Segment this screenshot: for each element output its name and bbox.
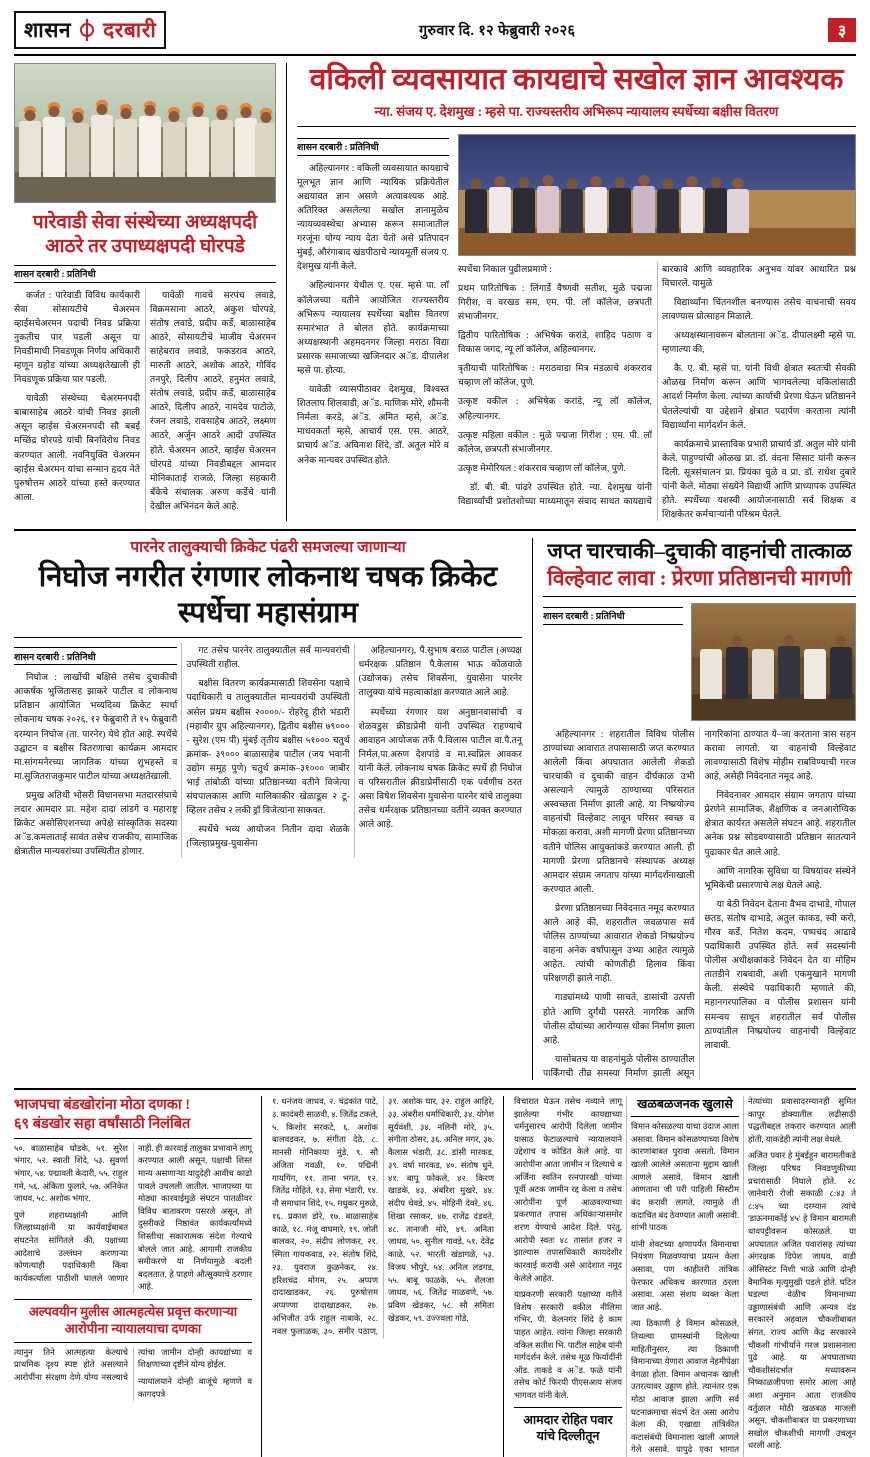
page-number-badge: ३ xyxy=(828,18,856,42)
article-subhead-law: न्या. संजय ए. देशमुख : म्हसे पा. राज्यस्तरीय अभिरूप न्यायालय स्पर्धेच्या बक्षीस वितरण xyxy=(374,103,779,119)
paragraph: अहिल्यानगर : शहरातील विविध पोलीस ठाण्यांच्या आवारात तपासासाठी जप्त करण्यात आलेली किंवा अपघातात आलेली शेकडो चारचाकी व दुचाकी वाहन दीर्घकाळ उभी असल्याने त्यामुळे ठाण्याच्या परिसरात अस्वच्छता निर्माण झाली आहे. या निष्प्रयोज्य वाहनांची विल्हेवाट लावून परिसर स्वच्छ व मोकळा करावा, अशी मागणी प्रेरणा प्रतिष्ठानच्या वतीने पोलिस आयुक्तांकडे करण्यात आली. ही मागणी प्रेरणा प्रतिष्ठानचे संस्थापक अध्यक्ष आमदार संग्राम जगताप यांच्या मार्गदर्शनाखाली करण्यात आली. xyxy=(543,728,695,894)
article-headline-law: वकिली व्यवसायात कायद्याचे सखोल ज्ञान आवश्यक xyxy=(309,63,844,96)
paragraph: या बेठी निवेदन देताना वैभव दाभाडे, गोपाल छतड, संतोष दाभाडे, अतुल काकड, स्वी करो, गौरव कर्डे, नितेश कदम, पष्पचंद आढावे पदाधिकारी उपस्थित होते. सर्व सदस्यांनी पोलीस अधीक्षकांकडे निवेदन देत या मोहिम तातडीने राबवावी, अशी एकमुखाने मागणी केली. संस्थेचे पदाधिकारी म्हणाले की, महानगरपालिका व पोलीस प्रशासन यांनी समन्वय साधून शहरातील सर्व पोलीस ठाण्यांतील निष्प्रयोज्य वाहनांची विल्हेवाट लावावी. xyxy=(704,898,856,1050)
paragraph: निवेदनावर आमदार संग्राम जगताप यांच्या प्रेरणेने सामाजिक, शैक्षणिक व जनआरोग्यिक क्षेत्रात कार्यरत असलेले संघटन आहे. शहरातील अनेक प्रश्न सोडवण्यासाठी प्रतिष्ठान सातत्याने पुढाकार घेत आले आहे. xyxy=(704,790,856,857)
paragraph: प्रमुख अतिथी भोसरी विधानसभा मतदारसंघाचे लदार आमदार प्रा. महेश दादा लांडगे व महाराष्ट्र क्रिकेट असोसिएशनच्या अपेक्षे सांस्कृतिक सदस्या अॅड.कमलाताई सावंत तसेच राजकीय, सामाजिक क्षेत्रातील मान्यवरांच्या उपस्थितीत होणार. xyxy=(14,789,178,857)
article-headline-bjp-2: ६९ बंडखोर सहा वर्षांसाठी निलंबित xyxy=(14,1115,191,1132)
stage-group-photo-court-competition xyxy=(458,134,856,256)
paragraph: त्या ठिकाणी हे विमान कोसळले, तिथल्या ग्रामस्थांनी दिलेल्या माहितीनुसार, त्या ठिकाणी विमानाच्या येणारा आवाज नेहमीपेक्षा वेगळा होता. विमान अचानक खाली उतरत्यावर उड्डाण होते. त्यानंतर एक मोठा आवाज झाला आणि सर्व घटनाक्रमाचा संदर्भ देत असा आरोप केला की, एखाद्या तांत्रिकीत कटासंबंधी विमानाला खाली आणले गेले असावे. यापुढे एका भागात नेत्यांच्या प्रवासादरम्यानही सुमित कापूर डोक्यातील लढीसाठी पद्धतीबद्दल तकरार करण्यात आली होती, याकडेही त्यांनी लक्ष वेधले. xyxy=(631,1097,856,1455)
paragraph: अहिल्यानगर : वकिली व्यवसायात कायद्याचे मूलभूत ज्ञान आणि न्यायिक प्रक्रियेतील अद्ययावत ज्ञान असणे अत्यावश्यक आहे. अतिरिक्त असलेल्या सखोल ज्ञानामुळेच न्यायव्यवस्थेचा अभ्यास करून समाजातील गरजूंना योग्य न्याय देता येतो असे प्रतिपादन मुंबई, औरंगाबाद खंडपीठाचे न्यायमूर्ती संजय ए. देशमुख यांनी केले. xyxy=(297,162,449,272)
paragraph: स्पर्धेच्या रंगणार यश अनुष्ठानवासांची व शेळवडुस क्रीडाप्रेमी यांनी उपस्थित राहण्याचे आवाहन आयोजक तर्फे पै.विलास पाटील वा.पै.तनू निर्मल,पा.अरुण देशपांडे व मा.स्वप्निल आवकर यांनी केले. लोकनाथ चषक क्रिकेट स्पर्धे ही निघोज व परिसरातील क्रीडाप्रेमींसाठी एक पर्वणीच ठरत असा विषेश शिवसेना युवासेना पारनेर यांचे तालुक्या तसेच धर्मरक्षक प्रतिष्ठानच्या वतीने व्यक्त करण्यात आले आहे. xyxy=(358,706,522,830)
newspaper-logo xyxy=(14,11,166,49)
middle-section xyxy=(14,529,856,1080)
article-headline-cricket: निघोज नगरीत रंगणार लोकनाथ चषक क्रिकेट स्पर्धेचा महासंग्राम xyxy=(38,561,498,629)
paragraph: विमान कोसळल्या याचा उंदाज आला असावा. विमान कोसळण्याच्या विशेष कारणांबाबत पुरावा असतो. विमान खाली आलेले असताना मुद्दाम खाली आणले असावे. विमान खाली आणताना जी परी पाहिली सिस्टीम बंद करावी लागते, त्यामुळे ती कदाचित बंद ठेवण्यात आली असावी. शांभी पाठक xyxy=(631,1122,739,1233)
paragraph: उत्कृष्ट वकील : अभिषेक करांडे, न्यू लॉ कॉलेज, अहिल्यानगर. xyxy=(458,396,652,421)
article-headline-bjp-1: भाजपचा बंडखोरांना मोठा दणका ! xyxy=(14,1097,191,1113)
article-law-competition xyxy=(286,63,856,521)
paragraph: स्पर्धेचा निकाल पुढीलप्रमाणे : xyxy=(458,263,552,274)
article-parewadi xyxy=(14,63,276,521)
paragraph: ५०. बाळासाहेब घोडके, ५१. सुरेश भंगार, ५२. स्वाती शिंदे, ५३. सुवर्णा भंगार, ५४. पद्मावती केदारी, ५५. राहुल गमे, ५६. अंकिता फुलारे, ५७. अनिकेत जाधव, ५८. अशोक भंगार. xyxy=(14,1143,128,1204)
masthead xyxy=(14,10,856,56)
paragraph: डॉ. बी. बी. पांढरे उपस्थित होते. न्या. देशमुख यांनी विद्यार्थ्यांची प्रशोतशोच्या माध्यमातून संवाद साधत कायद्याचे बारकावे आणि व्यवहारिक अनुभव यांवर आधारित प्रश्न विचारले. यामुळे xyxy=(458,263,856,506)
paragraph: उत्कृष्ट महिला वकील : मुळे पद्मजा गिरीश : एम. पी. लॉ कॉलेज, छत्रपती संभाजीनगर. xyxy=(458,429,652,454)
paragraph: निघोज : लाखोंची बक्षिसे तसेच दुचाकीची आकर्षक भुजितासह झाकरे पाटील व लोकनाथ प्रतिष्ठान आयोजित भव्यदिव्य क्रिकेट स्पर्धा लोकनाथ चषक २०२६, १२ फेब्रुवारी ते १५ फेब्रुवारी दरम्यान निघोज (ता. पारनेर) येथे होत आहे. स्पर्धेचे उद्घाटन व बक्षीस वितरणाचा कार्यक्रम आमदार मा.सांगमनेरच्या जागतिक यांच्या शुभहस्ते व मा.सुजितराजकुमार पाटील यांच्या अध्यक्षतेखाली. xyxy=(14,672,178,781)
article-vehicles xyxy=(543,538,856,1080)
byline-law: शासन दरबारी : प्रतिनिधी xyxy=(297,138,449,156)
paragraph: पुणे शहराध्यक्षांनी आणि जिल्हाध्यक्षांनी या कार्यवाईबाबत संघटनेत सांगितले की, पक्षाच्या आदेशाचे उल्लंघन करणाऱ्या कोणत्याही पदाधिकारी किंवा कार्यकर्त्याला पाठीशी घालले जाणार नाही. ही कारवाई तालुका प्रभावाने लागू करण्यात आली असून, पक्षाची शिस्त मान्य असणाऱ्या यादुदेही आवीच काढो पावले उचलली जातील. भाजपच्या या मोठ्या कारवाईमुळे संघटन पातळीवर विविध बातावरण पसरले असून, तो दुसरीकडे निष्ठावंत कार्यकर्त्यांमध्ये शिस्तीचा सकारात्मक संदेश गेल्याचे बोलले जात आहे. आगामी राजकीय समीकरणे या निर्णयामुळे बदली बदलतात, हे पाहणे औत्सुक्याचे ठरणार आहे. xyxy=(14,1143,252,1292)
paragraph: अहिल्यानगर), पै.सुभाष बराळ पाटील (अध्यक्ष धर्मरक्षक प्रतिष्ठान पै.केलास भाऊ कोळवाळे (उद्योजक) तसेच शिवसेना, युवासेना पारनेर तालुक्या यांचे महत्वाकांक्षा करण्यात आले आहे. xyxy=(358,645,522,698)
group-photo-parewadi xyxy=(14,63,276,203)
edition-date: गुरुवार दि. १२ फेब्रुवारी २०२६ xyxy=(418,22,576,39)
article-kicker-cricket: पारनेर तालुक्याची क्रिकेट पंढरी समजल्या जाणाऱ्या xyxy=(130,539,406,557)
byline-vehicles: शासन दरबारी : प्रतिनिधी xyxy=(543,607,683,625)
paragraph: त्रृतीयाची पारितोषिक : मराठवाडा मित्र मंडळाचे शंकरराव चव्हाण लॉ कॉलेज, पुणे. xyxy=(458,363,652,388)
paragraph: यावेळी व्यासपीठावर देशमुख, विश्वस्त शितलाप शिलवाडी, अॅड. माणिक मोरे, शौमनी निर्मला करडे, अॅड. अमित म्हसे, अॅड. माधवकर्ता म्हसे, आचार्य एस. एस. आठरे, प्राचार्य अॅड. अविनाश शिंदे, डॉ. अतुल मोरे व अनेक मान्यवर उपस्थित होते. xyxy=(297,384,449,465)
logo-text-left: शासन xyxy=(24,17,72,42)
paragraph: यांनी शेवटच्या क्षणापर्यंत विमानाचा नियंत्रण मिळवण्याचा प्रयत्न केला असावा, पण काहीतरी तांत्रिक फेरफार अधिकच कारणात ठरला असावा. असा संशय व्यक्त केला जात आहे. xyxy=(631,1239,739,1312)
suspended-members-list xyxy=(272,1096,504,1457)
paragraph: गाड्यांमध्ये पाणी साचते, डासांची उत्पत्ती होते आणि दुर्गंधी पसरते. नागरिक आणि पोलीस दोघांच्या आरोग्यास धोका निर्माण झाला आहे. xyxy=(543,992,695,1045)
headline-line-2: विल्हेवाट लावा : प्रेरणा प्रतिष्ठानची मागणी xyxy=(547,565,852,590)
paragraph: अहिल्यानगर येथील ए. एस. म्हसे पा. लॉ कॉलेजच्या वतीने आयोजित राज्यस्तरीय अभिरूप न्यायालय स्पर्धेच्या बक्षीस वितरण समारंभात ते बोलत होते. कार्यक्रमाच्या अध्यक्षस्थानी अहमदनगर जिल्हा मराठा विद्या प्रसारक समाजाच्या खजिनदार अॅड. दीपालेश म्हसे पा. होत्या. xyxy=(297,280,449,375)
paragraph: द्वितीय पारितोषिक : अभिषेक करांडे, शाहिद पठाण व विकास जगद, न्यू लॉ कॉलेज, अहिल्यानगर. xyxy=(458,330,652,355)
paragraph: कार्यक्रमाचे प्रास्ताविक प्रभारी प्राचार्य डॉ. अतुल मोरे यांनी केले. पाहुण्यांची ओळख प्रा. डॉ. वंदना सिसाट यांनी करून दिली. सूत्रसंचालन प्रा. प्रियंका चुळे व प्रा. डॉ. राधेश दुबारे यांनी केले. मोठ्या संख्येने विद्यार्थी आणि प्राध्यापक उपस्थित होते. स्पर्धेच्या यशस्वी आयोजनासाठी सर्व शिक्षक व शिक्षकेतर कर्मचाऱ्यांनी परिश्रम घेतले. xyxy=(662,438,856,520)
paragraph: विद्यार्थ्यांना चिंतनशील बनण्यास तसेच वाचनाची सवय लावण्यास प्रोत्साहन मिळाले. xyxy=(662,296,856,321)
article-headline-pawar-2: खळबळजनक खुलासे xyxy=(631,1096,739,1117)
paragraph: कै. ए. बी. म्हसे पा. यांनी विधी क्षेत्रात स्वतःची सेवकी ओळख निर्माण करून आणि भागवलेल्या वकिलांसाठी आदर्श निर्माण केला. त्यांच्या कार्याची प्रेरणा घेऊन प्रतिष्ठानने घेतलेल्यांची या उद्देशाने क्षेत्रात पदार्पण करताना त्यांनी विद्यार्थ्यांना मार्गदर्शन केले. xyxy=(662,363,856,430)
chakra-emblem-icon xyxy=(77,19,97,41)
byline-cricket: शासन दरबारी : प्रतिनिधी xyxy=(14,647,177,665)
law-photo-and-results xyxy=(458,134,856,522)
headline-line-1: जप्त चारचाकी–दुचाकी वाहनांची तात्काळ xyxy=(547,539,852,564)
law-col-1 xyxy=(297,134,449,522)
paragraph: त्यानुन तिने आत्महत्या केल्याचे प्राथमिक दृश्य स्पष्ट होते असल्याने आरोपींना संरक्षण देणे योग्य नसल्याचे त्यांचा जामीन दोन्ही कायद्यांच्या व शिक्षणाच्या दृष्टीने योग्य होईल. xyxy=(14,1347,252,1382)
paragraph: उत्कृष्ट मेमोरियल : शंकरराव चव्हाण लॉ कॉलेज, पुणे. xyxy=(458,462,626,473)
article-headline-parewadi: पारेवाडी सेवा संस्थेच्या अध्यक्षपदी आठरे तर उपाध्यक्षपदी घोरपडे xyxy=(32,212,258,257)
delegation-meeting-photo xyxy=(691,603,856,721)
article-bjp-suspension xyxy=(14,1096,262,1457)
paragraph: प्रेरणा प्रतिष्ठानच्या निवेदनात नमूद करण्यात आले आहे की, शहरातील जवळपास सर्व पोलिस ठाण्यांच्या आवारात शेकडो निष्प्रयोज्य वाहना अनेक वर्षांपासून उभ्या आहेत त्यामुळे आहेत. त्यांची कोणतीही हिलाव किंवा परिक्षणही झाले नाही. xyxy=(543,902,695,984)
paragraph: विचारात घेऊन तसेच नव्याने लागू झालेल्या गंभीर कायद्याच्या धर्मनुसारच आरोपी दिलेला जामीन यासाठ फेटाळल्याचे न्यायालयाने उद्देशाच व कोडित केले आहे. या आरोपींना आता जामीन न दिल्याचे व अर्जिना स्वतिन रत्नपारखी यांच्या पूर्वी अटक जामीन रद्द केला व तसेच आरोपींना पूर्ण आळवल्याच्या प्रकरणात तपास अधिकाऱ्यासमोर शरण येण्याचे आदेश दिले. परंतु, आरोपी स्वतः ४८ तासांत हजर न झाल्यास तपासधिकारी कायदेशीर कारवाई करावी असे आदेशात नमूद केलेले आहेत. xyxy=(514,1097,622,1283)
article-headline-vehicles xyxy=(543,538,856,591)
paragraph: न्यायालयाने दोन्ही बाजूंचे म्हणणे व कागदपत्रे xyxy=(138,1377,252,1399)
paragraph: गट तसेच पारनेर तालुक्यातील सर्व मान्यवरांची उपस्थिती राहील. xyxy=(186,645,350,670)
paragraph: आणि नागरिक सुविधा या विषयांवर संस्थेने भूमिकेची प्रसारणाचे लक्ष घेतले आहे. xyxy=(704,865,856,890)
paragraph: अध्यक्षस्थानावरून बोलताना अॅड. दीपालक्ष्मी म्हसे पा. म्हणाल्या की, xyxy=(662,330,856,355)
name-list: १. धनंजय जाधव, २. चंद्रकांत पाटे, ३. कादंबरी साळवी, ४. जितेंद्र टकले, ५. किशोर सरकटे, ६. अशोक बालवडकर, ७. संगीता देठे, ८. मानसी मोनिकाया मुंडे, ९. सौ अंजिता गवळी, १०. पद्मिनी गायगिंग, ११. ताना भगत, १२. जितेंद्र मोहिते, १३. सेमा भंडारी, १४. नौ समाधान शिंदे, १५. मधुकर मुरुळे, १६. प्रकाश डोरे, १७. बाळासाहेब काळे, १८. मंजू वाघमारे, १९. जोती बालकर, २०. संदीप लोणकर, २१. स्मिता गायकवाड, २२. संतोष शिंदे, २३. युवराज कुळनेकर, २४. हरिशचंद्र मोगम, २५. अप्पण दादाखाडकर, २६. पुरुषोत्तम अप्पण्णा दादाखाडकर, २७. अभिजीत उर्फ राहुल नाबाके, २८. नवल फुलाळक, ३०. समीर पठाण, ३१. अशोक घार, ३२. राहुल आहिरे, ३३. अंबरीश धर्माधिकारी, ३४. योगेश सूर्यवंशी, ३४. नलिनी मोरे, ३५. संगीता ठोसर, ३६. अनिल मगर, ३७. कैलास भंडारी, ३८. डांसी मारकड, ३९. वर्षा मारकड, ४०. संतोष धुने, ४१. बापू फोकले, ४२. किरण खाडके, ४३. अंबरिश मुखरे, ४४. संदीप चेवडे, ४५. मोहिनी देवरे, ४६. शिखा रसाकर, ४७. राजेंद्र दंडवते, ४८. तानाजी मोरे, ४९. अनिता जाधव, ५०. सुनील गावडे, ५१. देवेंद्र काळे, ५२. भारती खंडागळे, ५३. विजय भौपुरे, ५४. अनिल लडगड, ५५. बाबू फाळके, ५५. शैलजा जाधव, ५६. जितेंद्र माळवणे, ५७. प्रविण खेडकर, ५८. सौ समिता खेडकर, ५९. उज्ज्वला गोडे, xyxy=(272,1097,494,1336)
article-rohit-pawar xyxy=(514,1096,856,1457)
top-section xyxy=(14,56,856,521)
byline-parewadi: शासन दरबारी : प्रतिनिधी xyxy=(14,265,276,283)
paragraph: प्रथम पारितोषिक : लिंगार्डे वैष्णवी सतीश, मुळे पद्मजा गिरीश, व वरखड सम, एम. पी. लॉ कॉलेज, छत्रपती संभाजीनगर. xyxy=(458,282,652,321)
logo-text-right: दरबारी xyxy=(103,17,157,42)
article-headline-pawar-1: आमदार रोहित पवार यांचे दिल्लीतून xyxy=(514,1407,622,1445)
article-cricket xyxy=(14,538,533,1080)
paragraph: बक्षीस वितरण कार्यक्रमासाठी शिवसेना पक्षाचे पदाधिकारी व तालुक्यातील मान्यवरांची उपस्थिती असेल प्रथम बक्षीस २००००/- रोहरेदू हीरो भंडारी (महावीर ग्रुप अहिल्यानगर), द्वितीय बक्षीस ७९००० - सुरेश (एम पी) मुंबई तृतीय बक्षीस ५१००० चतुर्थ क्रमांक- ३९००० बाळासाहेब पाटील (जय भवानी उद्योग समूह पुणे) चतुर्थ क्रमांक–३१००० जाबीर भाई तांबोळी यांच्या प्रतिष्ठानच्या वतीने विजेत्या संघपालकास आणि मालिकाकीर खेळाडूस २ टू- व्हिलर तसेच २ लकी ड्रॉ विजेत्यांना साकवत. xyxy=(186,678,350,816)
article-headline-minor-suicide: अल्पवयीन मुलीस आत्महत्येस प्रवृत्त करणाऱ्या आरोपीना न्यायालयाचा दणका xyxy=(28,1304,238,1336)
paragraph: अजित पवार हे मुंबईहून बारामतीकडे जिल्हा परिषद निवडणुकीच्या प्रचारासाठी निघाले होते. २८ जानेवारी रोजी सकाळी ८:४३ ते ८:४५ च्या दरम्यान त्यांचे 'डाऊनमार्कोई ४५' हे विमान बारामती धावपट्टीवरून कोसळले. या अपघातात अजित पवारांसह त्यांच्या अंगरक्षक दिपेश जाधव, वाडी ऑसिस्टंट निशी भाळे आणि दोन्ही वैमानिक मृत्युमुखी पडले होते. घटित घडल्या वेळीच विमानाच्या उड्डाणासंबंधी आणि अन्यत्र दंड सरकारने अहवाल चौकशीबाबत संगत, राज्य आणि केंद्र सरकारने चौकशी गांभीर्याने गरज प्रशासनाला पुढे आहे. या अपघाताच्या चौकशीसंदर्भात मध्यावरून निष्काळजीपणा समोर आला आहे अशा अनुमान आता राजकीय वर्तुळात मोठी खळबळ माजली असून, चौकशीबाबत या प्रकरणाच्या सखोल चौकशीची मागणी उचलून धरली आहे. xyxy=(748,1151,856,1451)
paragraph: स्पर्धेचे भव्य आयोजन नितीन दादा शेळके (जिल्हाप्रमुख-युवासेना xyxy=(186,824,350,849)
bottom-section xyxy=(14,1088,856,1457)
paragraph: कर्जत : पारेवाडी विविध कार्यकारी सेवा सोसायटीचे चेअरमन व्हाईसचेअरमन पदाची निवड प्रक्रिया नुकतीच पार पडली असून या निवडीमाधी निवडणूक निर्णय अधिकारी म्हणून ग्रहोड यांच्या अध्यक्षतेखाली ही निवडणूक प्रक्रिया पार पडली. xyxy=(14,289,140,385)
paragraph: यावेळी संस्थेच्या चेअरमनपदी बाबासाहेब आठरे यांची निवड झाली असून व्हाईस चेअरमनपदी सौ बबई मच्छिंद्र घोरपडे यांची बिनविरोध निवड करण्यात आली. नवनियुक्ति चेअरमन व्हाईस चेअरमन यांचा सन्मान हृदय नेते पुरुषोत्तम आठरे यांच्या हस्ते करण्यात आला. xyxy=(14,393,140,502)
paragraph: याप्रकरणी सरकारी पक्षाच्या वतीने विशेष सरकारी वकील नीलिमा गंभिर, पी. केलनगंर शिंदे हे काम पाहत आहेत. त्यांना जिल्हा सरकारी वकिल सतीश भि. पाटील साहेब यांनी मार्गदर्शन केले. तसेच मूळ फिर्यादींनी ऑड. ताकडे व अॅड. फळे यांनी तसेच कोर्ट फिरयी पीएसआय संजय भागवत यांनी केले. xyxy=(514,1290,622,1401)
paragraph: यावेळी गावचे सरपंच लवाडे, विक्रमसाना आठरे, अंकुश घोरपडे, संतोष लवाडे, प्रदीप कर्डे, बाळासाहेब आठरे, सोसायटीचे माजीव चेअरमन साहेबराव लवाडे, फकडराव आठरे, मारुती आठरे, अशोक आठरे, गोविंद तनपुरे, दिलीप आठरे, हनुमंत लवाडे, संतोष लवाडे, प्रदीप कर्डे, बाळासाहेब आठरे, दिलीप आठरे, नामदेव पाटोळे, रंजन लवाडे, रावसाहेब आठरे, लक्ष्मण आठरे, अर्जुन आठरे आदी उपस्थित होते. चेअरमन आठरे, व्हाईस चेअरमन घोरपडे यांच्या निवडीबद्दल आमदार मोनिकाताई राजळे, जिल्हा सहकारी बँकेचे संचालक अरुण कर्डेचे यांनी देखील अभिनंदन केले आहे. xyxy=(150,289,276,511)
paragraph: यासोबतच या वाहनांमुळे पोलीस ठाण्यातील पार्किंगची तीव्र समस्या निर्माण झाली असून नागरिकांना ठाण्यात ये–जा करताना त्रास सहन करावा लागतो. या वाहनांची विल्हेवाट लावण्यासाठी विशेष मोहीम राबविण्याची गरज आहे, असेही निवेदनात नमूद आहे. xyxy=(543,728,856,1078)
